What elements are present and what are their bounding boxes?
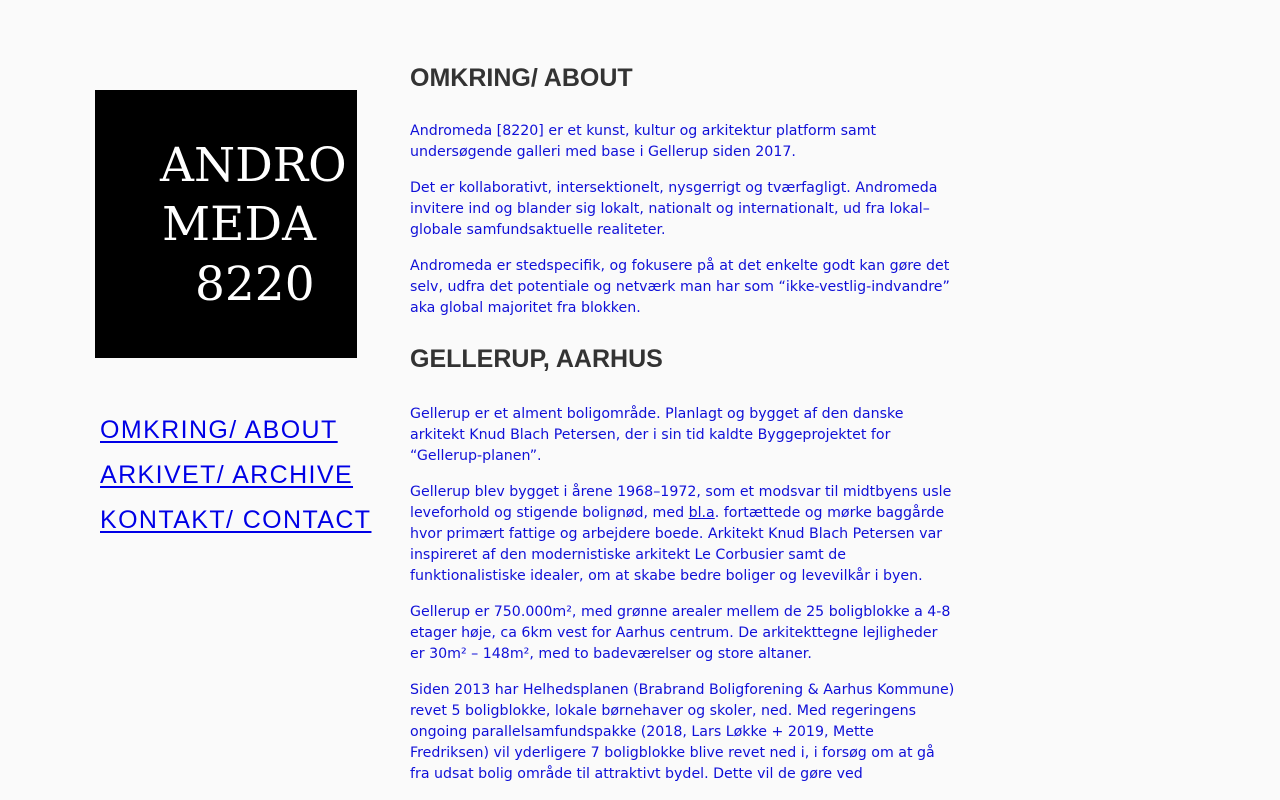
about-paragraph-3: Andromeda er stedspecifik, og fokusere på at det enkelte godt kan gøre det selv, udfra det potentiale og netværk man har som “ikke-vestlig-indvandre” aka global majoritet fra blokken. — [410, 258, 950, 316]
main-nav — [95, 408, 372, 543]
gellerup-heading: GELLERUP, AARHUS — [410, 345, 663, 373]
about-heading: OMKRING/ ABOUT — [410, 64, 633, 92]
main-content — [410, 62, 955, 800]
gellerup-paragraph-2 — [410, 482, 955, 587]
logo-line-2: MEDA — [162, 197, 317, 252]
gellerup-paragraph-2-text-b: . fortættede og mørke baggårde hvor primært fattige og arbejdere boede. Arkitekt Knud Blach Petersen var inspireret af den modernistiske arkitekt Le Corbusier samt de funktionalistiske idealer, om at skabe bedre boliger og levevilkår i byen. — [410, 505, 945, 584]
gellerup-paragraph-2-text-a: Gellerup blev bygget i årene 1968–1972, som et modsvar til midtbyens usle leveforhold og stigende bolignød, med — [410, 484, 952, 521]
andromeda-logo[interactable] — [95, 90, 357, 358]
nav-link-contact[interactable]: KONTAKT/ CONTACT — [100, 506, 372, 534]
logo-line-1: ANDRO — [160, 138, 347, 193]
about-paragraph-2: Det er kollaborativt, intersektionelt, nysgerrigt og tværfagligt. Andromeda invitere ind og blander sig lokalt, nationalt og internationalt, ud fra lokal–globale samfundsaktuelle realiteter. — [410, 180, 938, 238]
gellerup-paragraph-3: Gellerup er 750.000m², med grønne arealer mellem de 25 boligblokke a 4-8 etager høje, ca 6km vest for Aarhus centrum. De arkitekttegne lejligheder er 30m² – 148m², med to badeværelser og store altaner. — [410, 604, 951, 662]
sidebar — [95, 90, 372, 543]
gellerup-paragraph-1: Gellerup er et alment boligområde. Planlagt og bygget af den danske arkitekt Knud Blach Petersen, der i sin tid kaldte Byggeprojektet for “Gellerup-planen”. — [410, 406, 904, 464]
gellerup-paragraph-4: Siden 2013 har Helhedsplanen (Brabrand Boligforening & Aarhus Kommune) revet 5 boligblokke, lokale børnehaver og skoler, ned. Med regeringens ongoing parallelsamfundspakke (2018, Lars Løkke + 2019, Mette Fredriksen) vil yderligere 7 boligblokke blive revet ned i, i forsøg om at gå fra udsat bolig område til attraktivt bydel. Dette vil de gøre ved — [410, 682, 955, 782]
about-paragraph-1: Andromeda [8220] er et kunst, kultur og arkitektur platform samt undersøgende galleri med base i Gellerup siden 2017. — [410, 123, 877, 160]
logo-graphic — [95, 90, 357, 358]
nav-link-about[interactable]: OMKRING/ ABOUT — [100, 416, 338, 444]
logo-line-3: 8220 — [195, 257, 315, 312]
bla-link[interactable]: bl.a — [688, 505, 715, 521]
nav-link-archive[interactable]: ARKIVET/ ARCHIVE — [100, 461, 354, 489]
